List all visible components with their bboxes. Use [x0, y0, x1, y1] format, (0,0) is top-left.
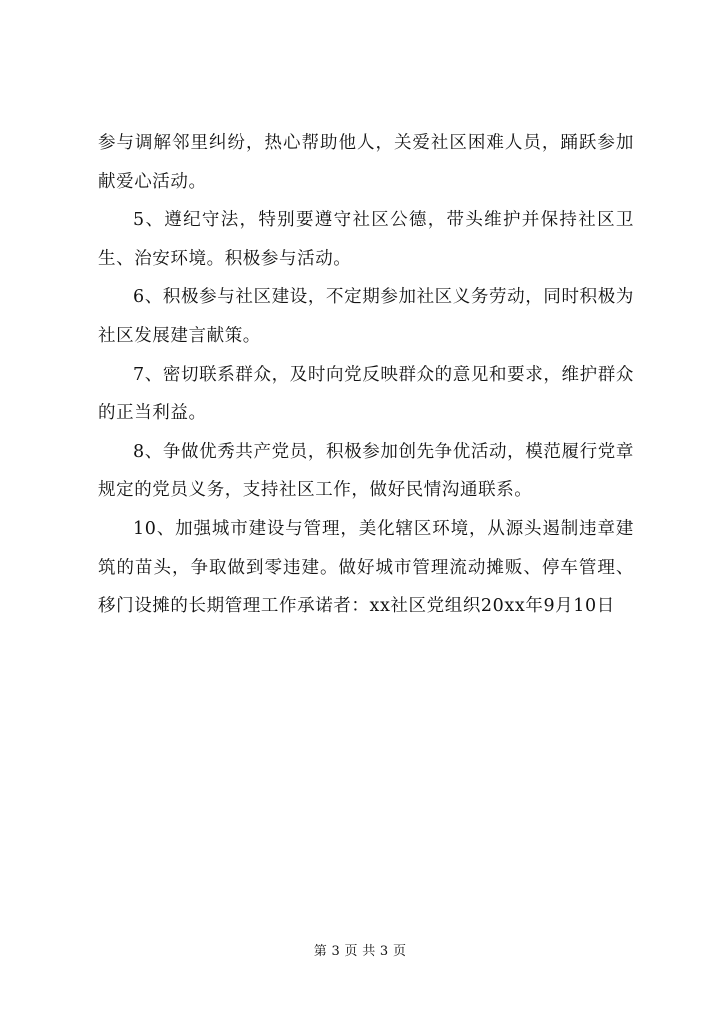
- page-number-footer: 第 3 页 共 3 页: [313, 944, 407, 959]
- document-body: [98, 124, 634, 626]
- paragraph-item-7: 7、密切联系群众，及时向党反映群众的意见和要求，维护群众的正当利益。: [98, 364, 634, 424]
- paragraph-item-8: 8、争做优秀共产党员，积极参加创先争优活动，模范履行党章规定的党员义务，支持社区工作，做好民情沟通联系。: [98, 441, 634, 501]
- paragraph-item-5: 5、遵纪守法，特别要遵守社区公德，带头维护并保持社区卫生、治安环境。积极参与活动。: [98, 210, 634, 269]
- paragraph-item-6: 6、积极参与社区建设，不定期参加社区义务劳动，同时积极为社区发展建言献策。: [98, 287, 634, 346]
- paragraph-continuation: 参与调解邻里纠纷，热心帮助他人，关爱社区困难人员，踊跃参加献爱心活动。: [98, 133, 634, 192]
- paragraph-item-10: 10、加强城市建设与管理，美化辖区环境，从源头遏制违章建筑的苗头，争取做到零违建。做好城市管理流动摊贩、停车管理、移门设摊的长期管理工作承诺者：xx社区党组织20xx年9月10日: [98, 518, 634, 617]
